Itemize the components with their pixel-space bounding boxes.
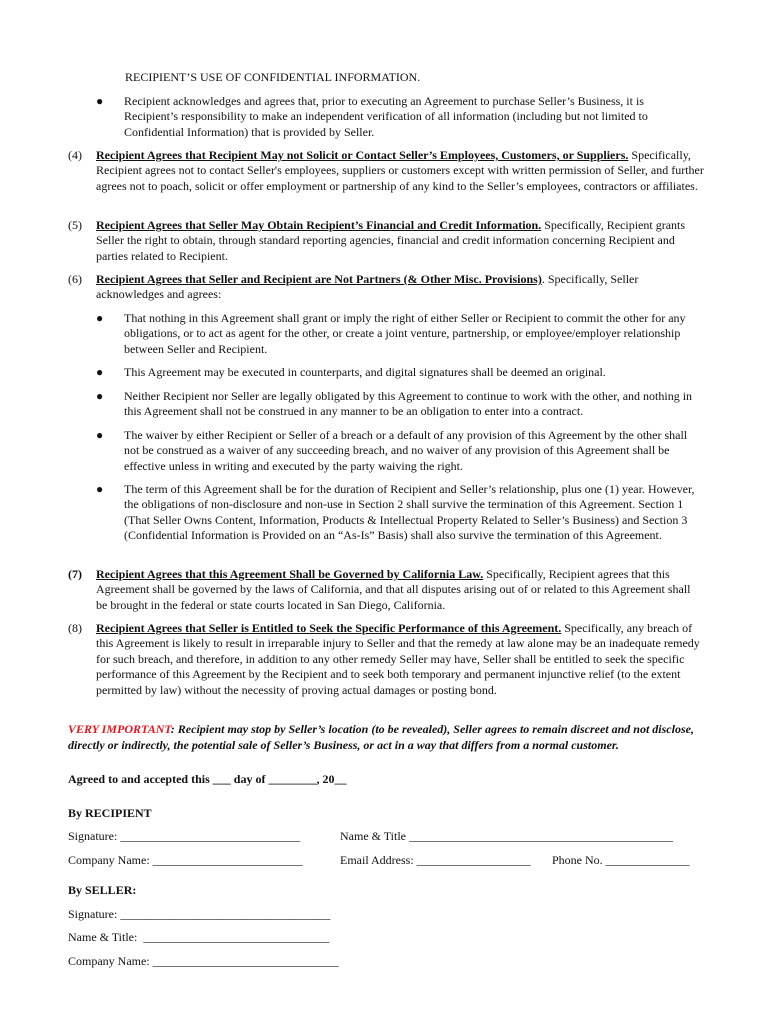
very-important-notice [68,721,704,753]
section-text: Specifically, any breach of this Agreement is likely to result in irreparable injury to Seller and that the remedy at law alone may be an inadequate remedy for such breach, and therefore, in addition to any other remedy Seller may have, Seller shall be entitled to seek the specific performance of this Agreement by the Recipient and to seek both temporary and permanent injunctive relief (to the extent permitted by law) without the necessity of proving actual damages or posting bond. [96,621,700,697]
agreed-date-line[interactable]: Agreed to and accepted this ___ day of ________, 20__ [68,772,347,786]
recipient-email-field[interactable]: Email Address: ___________________ [340,853,531,867]
section-6-bullet: ● The waiver by either Recipient or Seller of a breach or a default of any provision of this Agreement by the other shall not be construed as a waiver of any succeeding breach, and no waiver of any provision of this Agreement shall be effective unless in writing and executed by the party waiving the right. [96,428,688,473]
intro-bullet-text: Recipient acknowledges and agrees that, prior to executing an Agreement to purchase Seller’s Business, it is Recipient’s responsibility to make an independent verification of all information (including but not limited to Confidential Information) that is provided by Seller. [124,94,648,139]
bullet-icon: ● [96,428,104,442]
section-6-bullet: ● That nothing in this Agreement shall grant or imply the right of either Seller or Recipient to commit the other for any obligations, or to act as agent for the other, or create a joint venture, partnership, or employee/employer relationship between Seller and Recipient. [96,311,686,356]
very-important-label: VERY IMPORTANT [68,722,171,736]
seller-signature-field[interactable]: Signature: ___________________________________ [68,907,331,921]
bullet-icon: ● [96,482,104,496]
section-text: Specifically, Recipient agrees not to contact Seller's employees, suppliers or customers except with written permission of Seller, and further agrees not to poach, solicit or offer employment or partnership of any kind to the Seller’s employees, contractors or affiliates. [96,148,704,193]
seller-company-field[interactable]: Company Name: _______________________________ [68,954,339,968]
section-title: Recipient Agrees that Seller May Obtain Recipient’s Financial and Credit Information. [96,218,542,232]
recipient-name-title-field[interactable]: Name & Title ____________________________________________ [340,829,674,843]
seller-heading: By SELLER: [68,883,137,897]
section-title: Recipient Agrees that Seller is Entitled to Seek the Specific Performance of this Agreement. [96,621,562,635]
section-5 [68,218,704,264]
seller-name-title-field[interactable]: Name & Title: _______________________________ [68,930,330,944]
section-number: (4) [68,148,82,162]
section-title: Recipient Agrees that this Agreement Shall be Governed by California Law. [96,567,484,581]
recipient-company-field[interactable]: Company Name: _________________________ [68,853,303,867]
intro-bullet [96,94,692,140]
bullet-icon: ● [96,311,104,325]
very-important-text: : Recipient may stop by Seller’s location (to be revealed), Seller agrees to remain discreet and not disclose, directly or indirectly, the potential sale of Seller’s Business, or act in a way that differs from a normal customer. [68,722,694,752]
section-text: Specifically, Recipient grants Seller the right to obtain, through standard reporting agencies, financial and credit information concerning Recipient and parties related to Recipient. [96,218,686,263]
section-text: Specifically, Recipient agrees that this Agreement shall be governed by the laws of California, and that all disputes arising out of or related to this Agreement shall be brought in the federal or state courts located in San Diego, California. [96,567,691,612]
recipient-phone-field[interactable]: Phone No. ______________ [552,853,690,867]
section-number: (7) [68,567,82,581]
bullet-icon: ● [96,94,104,108]
section-4 [68,148,704,194]
section-6 [68,272,704,303]
section-title: Recipient Agrees that Recipient May not Solicit or Contact Seller’s Employees, Customers, or Suppliers. [96,148,629,162]
section-heading-recipient-use: RECIPIENT’S USE OF CONFIDENTIAL INFORMATION. [125,70,421,84]
section-6-bullet: ● This Agreement may be executed in counterparts, and digital signatures shall be deemed an original. [96,365,606,379]
recipient-signature-field[interactable]: Signature: ______________________________ [68,829,301,843]
section-number: (5) [68,218,82,232]
section-6-bullet: ● The term of this Agreement shall be for the duration of Recipient and Seller’s relationship, plus one (1) year. However, the obligations of non-disclosure and non-use in Section 2 shall survive the termination of this Agreement. Section 1 (That Seller Owns Content, Information, Products & Intellectual Property Related to Seller’s Business) and Section 3 (Confidential Information is Provided on an “As-Is” Basis) shall also survive the termination of this Agreement. [96,482,695,543]
recipient-heading: By RECIPIENT [68,806,152,820]
section-6-bullet: ● Neither Recipient nor Seller are legally obligated by this Agreement to continue to work with the other, and nothing in this Agreement shall not be construed in any manner to be an obligation to enter into a contract. [96,389,693,419]
section-number: (6) [68,272,82,286]
section-7 [68,567,704,613]
bullet-icon: ● [96,389,104,403]
section-8 [68,621,704,698]
section-title: Recipient Agrees that Seller and Recipient are Not Partners (& Other Misc. Provisions) [96,272,542,286]
bullet-icon: ● [96,365,104,379]
section-text: . Specifically, Seller acknowledges and agrees: [96,272,639,302]
section-number: (8) [68,621,82,635]
